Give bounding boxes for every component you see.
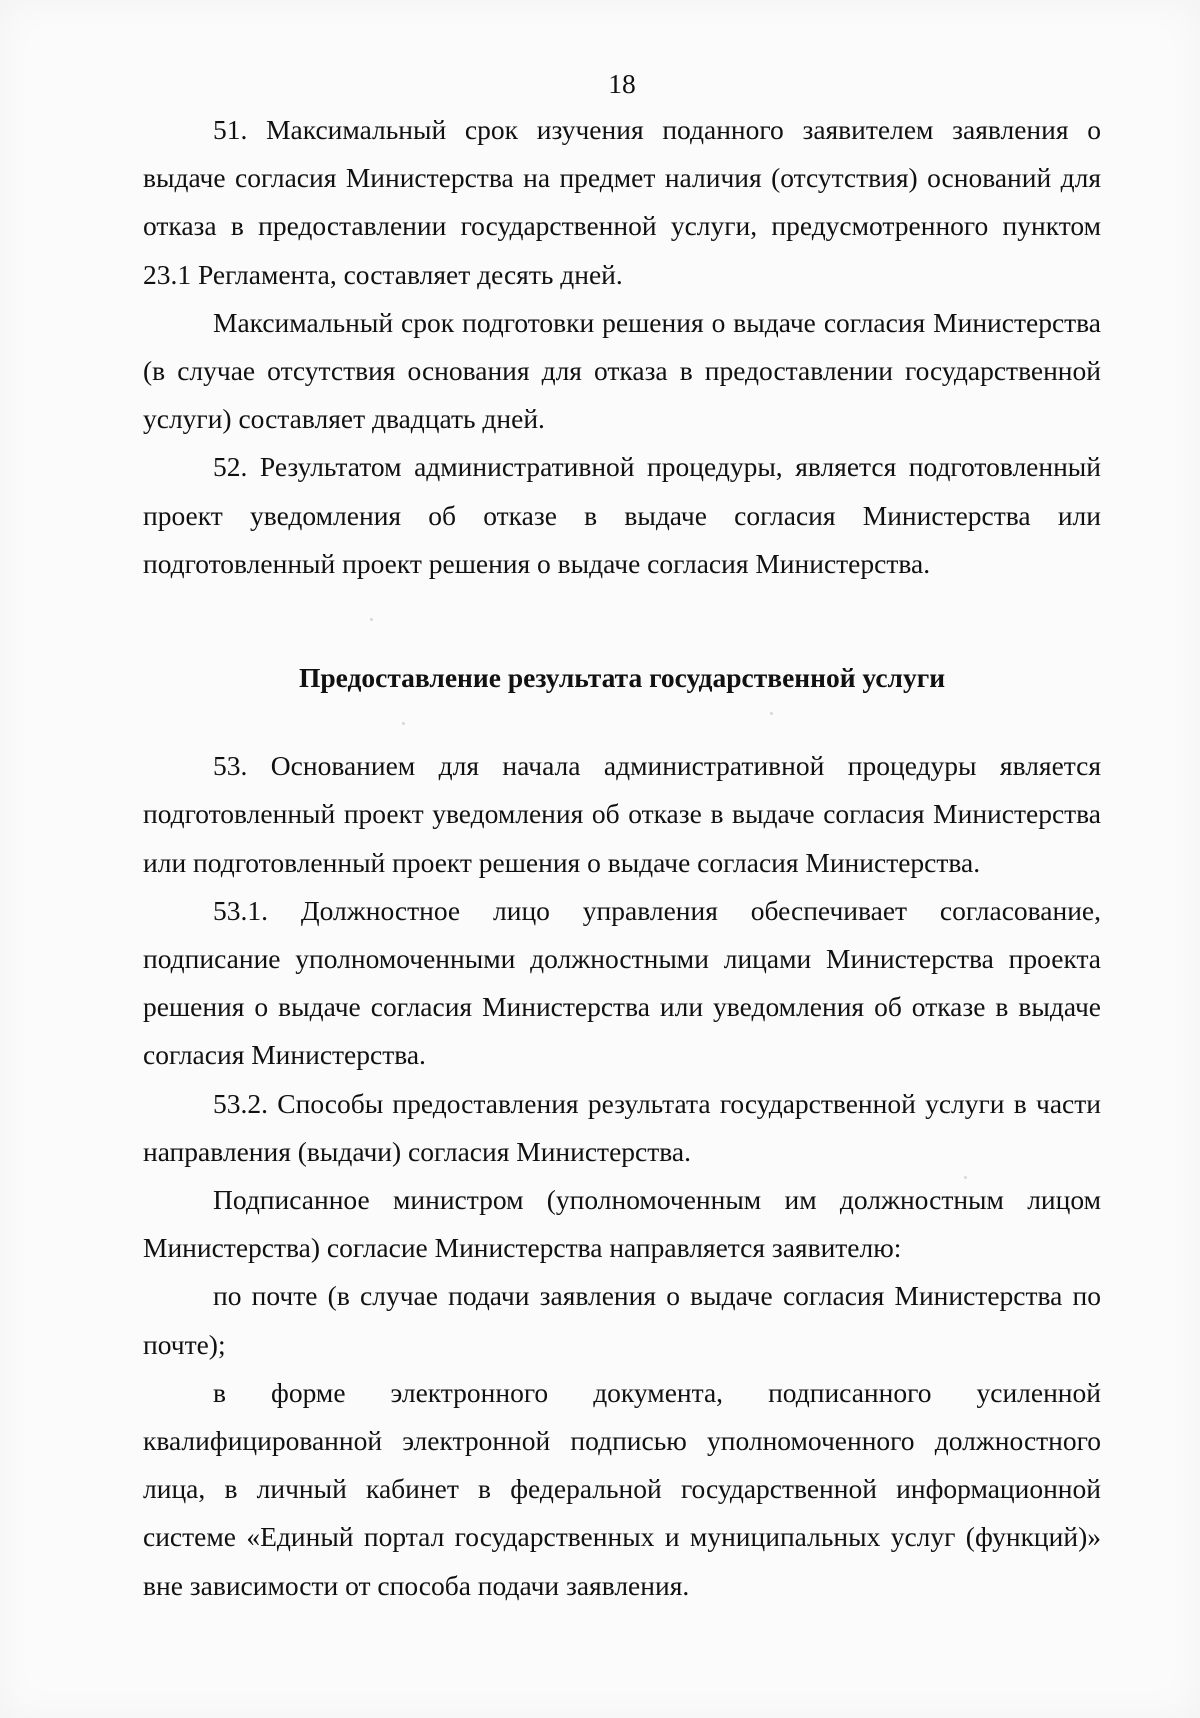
page-number: 18 <box>608 68 636 99</box>
paragraph-52: 52. Результатом административной процедуры, является подготовленный проект уведомления об отказе в выдаче согласия Министерства или подготовленный проект решения о выдаче согласия Министерства. <box>143 451 1101 579</box>
paragraph-53-2: 53.2. Способы предоставления результата государственной услуги в части направления (выдачи) согласия Министерства. <box>143 1087 1101 1167</box>
section-heading: Предоставление результата государственной услуги <box>298 662 946 694</box>
spacer <box>143 588 1101 654</box>
spacer <box>143 702 1101 742</box>
paragraph-signed-consent: Подписанное министром (уполномоченным им должностным лицом Министерства) согласие Министерства направляется заявителю: <box>143 1184 1101 1264</box>
paragraph-51: 51. Максимальный срок изучения поданного заявителем заявления о выдаче согласия Министерства на предмет наличия (отсутствия) оснований для отказа в предоставлении государственной услуги, предусмотренного пунктом 23.1 Регламента, составляет десять дней. <box>143 114 1101 290</box>
paragraph-by-mail: по почте (в случае подачи заявления о выдаче согласия Министерства по почте); <box>143 1280 1101 1360</box>
paragraph-53: 53. Основанием для начала административной процедуры является подготовленный проект уведомления об отказе в выдаче согласия Министерства или подготовленный проект решения о выдаче согласия Министерства. <box>143 750 1101 878</box>
paragraph-53-1: 53.1. Должностное лицо управления обеспечивает согласование, подписание уполномоченными должностными лицами Министерства проекта решения о выдаче согласия Министерства или уведомления об отказе в выдаче согласия Министерства. <box>143 894 1101 1071</box>
paragraph-electronic-document: в форме электронного документа, подписанного усиленной квалифицированной электронной подписью уполномоченного должностного лица, в личный кабинет в федеральной государственной информационной системе «Единый портал государственных и муниципальных услуг (функций)» вне зависимости от способа подачи заявления. <box>143 1376 1101 1601</box>
paragraph-51-continued: Максимальный срок подготовки решения о выдаче согласия Министерства (в случае отсутствия основания для отказа в предоставлении государственной услуги) составляет двадцать дней. <box>143 306 1101 435</box>
document-body <box>143 60 1101 1610</box>
